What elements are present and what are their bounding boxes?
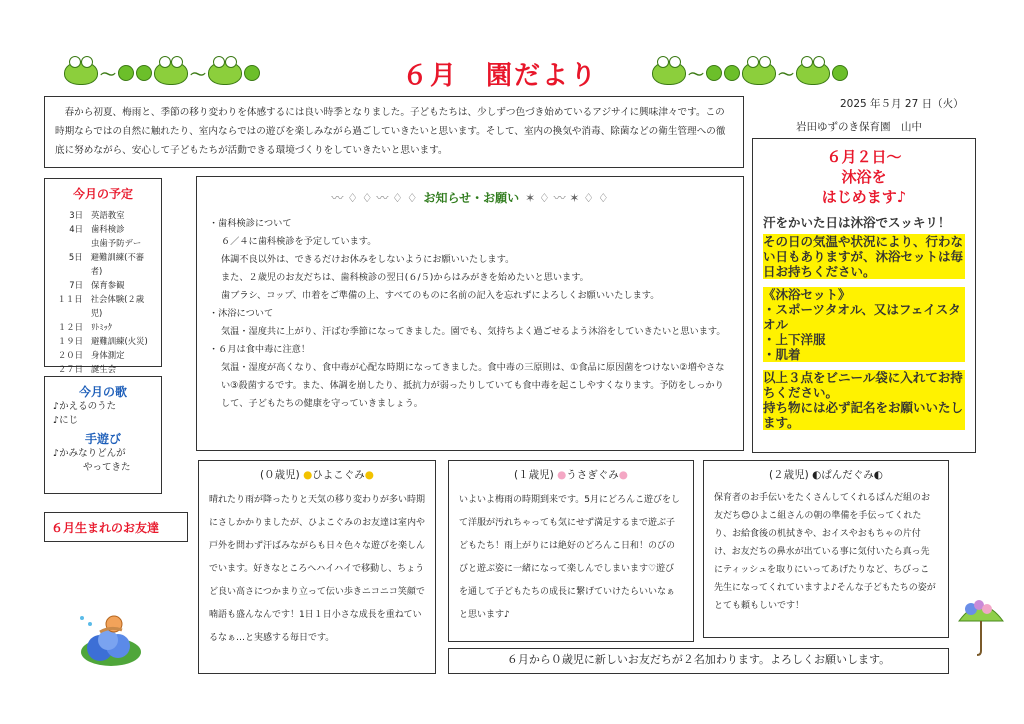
schedule-event: 身体測定	[91, 350, 125, 360]
class-name: うさぎぐみ	[566, 469, 619, 481]
schedule-row	[51, 334, 155, 348]
rain-deco-icon: 〰 ♢ ♢ 〰 ♢ ♢	[331, 191, 418, 205]
schedule-row	[51, 208, 155, 222]
schedule-day: 7日	[69, 280, 83, 290]
leaf-icon	[136, 65, 152, 81]
notice-text: 気温・湿度共に上がり、汗ばむ季節になってきました。園でも、気持ちよく過ごせるよう沐浴をしていきたいと思います。	[221, 326, 726, 337]
chick-icon: ●	[364, 469, 374, 481]
schedule-event: 虫歯予防デー	[91, 238, 142, 248]
class-text: 保育者のお手伝いをたくさんしてくれるぱんだ組のお友だち😊ひよこ組さんの朝の準備を手伝ってくれたり、お給食後の机拭きや、おイスやおもちゃの片付け、お友だちの鼻水が出ている事に気付いたら真っ先にティッシュを取りにいってあげたりなど、ちびっこ先生になってくれていますよ♪そんな子どもたちの姿がとても頼もしいです！	[714, 493, 936, 611]
frog-icon	[154, 61, 188, 85]
bath-set-item: ・肌着	[763, 347, 965, 362]
panda-icon: ◐	[873, 469, 883, 481]
schedule-day: ２７日	[57, 364, 83, 374]
bath-text: 持ち物には必ず記名をお願いいたします。	[763, 400, 964, 430]
schedule-day: ２０日	[57, 350, 83, 360]
class-age: (２歳児)	[769, 469, 809, 481]
bath-heading: 沐浴を	[841, 168, 887, 186]
frog-border-right: 〜 〜	[652, 58, 848, 88]
bath-heading: はじめます♪	[821, 188, 907, 206]
schedule-event: 避難訓練(不審者)	[90, 252, 145, 276]
notice-box	[196, 176, 744, 451]
bath-text: 汗をかいた日は沐浴でスッキリ！	[763, 215, 951, 230]
schedule-event: 避難訓練(火災)	[91, 336, 148, 346]
notice-text: ６／４に歯科検診を予定しています。	[221, 236, 377, 247]
schedule-heading: 今月の予定	[72, 187, 133, 201]
schedule-day: １９日	[57, 336, 83, 346]
song-item: ♪かえるのうた	[53, 401, 117, 412]
notice-section-title: ・６月は食中毒に注意！	[209, 344, 311, 355]
umbrella-hydrangea-illustration	[955, 595, 1007, 657]
chick-icon: ●	[303, 469, 313, 481]
schedule-day: １１日	[57, 294, 83, 304]
schedule-event: 保育参観	[91, 280, 125, 290]
bottom-note: ６月から０歳児に新しいお友だちが２名加わります。よろしくお願いします。	[506, 653, 891, 666]
class-header	[459, 467, 683, 483]
schedule-row	[51, 236, 155, 250]
notice-text: また、２歳児のお友だちは、歯科検診の翌日(６/５)からはみがきを始めたいと思います。	[221, 272, 589, 283]
schedule-box	[44, 178, 162, 374]
schedule-event: ﾘﾄﾐｯｸ	[91, 322, 112, 332]
schedule-row	[51, 320, 155, 334]
class-text: いよいよ梅雨の時期到来です。5月にどろんこ遊びをして洋服が汚れちゃっても気にせず満足するまで遊ぶ子どもたち！雨上がりには絶好のどろんこ日和！のびのびと遊ぶ姿に一緒になって楽しんでしまいます♡遊びを通して子どもたちの成長に繋げていけたらいいなぁと思います♪	[459, 495, 681, 620]
play-item: ♪かみなりどんが	[53, 448, 126, 459]
bath-box	[752, 138, 976, 453]
issue-date: 2025 年５月 27 日（火）	[840, 98, 964, 110]
frog-icon	[652, 61, 686, 85]
class-name: ぱんだぐみ	[821, 469, 874, 481]
bottom-note-box	[448, 648, 949, 674]
birthday-heading: ６月生まれのお友達	[51, 521, 160, 535]
leaf-icon	[724, 65, 740, 81]
class-box-panda	[703, 460, 949, 638]
schedule-event: 社会体験(２歳児)	[90, 294, 145, 318]
schedule-row	[51, 278, 155, 292]
bath-set-item: ・上下洋服	[763, 332, 965, 347]
schedule-day: 3日	[69, 210, 83, 220]
schedule-row	[51, 348, 155, 362]
frog-icon	[742, 61, 776, 85]
birthday-box	[44, 512, 188, 542]
schedule-event: 歯科検診	[91, 224, 125, 234]
frog-icon	[796, 61, 830, 85]
schedule-row	[51, 292, 155, 320]
songs-heading: 今月の歌	[78, 385, 127, 399]
schedule-row	[51, 250, 155, 278]
leaf-icon	[118, 65, 134, 81]
rabbit-icon: ●	[557, 469, 567, 481]
songs-box	[44, 376, 162, 494]
frog-icon	[208, 61, 242, 85]
panda-icon: ◐	[812, 469, 822, 481]
play-heading: 手遊び	[84, 432, 121, 446]
schedule-day: 5日	[68, 252, 83, 262]
notice-heading: お知らせ・お願い	[423, 191, 520, 205]
schedule-day: １２日	[57, 322, 83, 332]
intro-text: 春から初夏、梅雨と、季節の移り変わりを体感するには良い時季となりました。子どもたちは、少しずつ色づき始めているアジサイに興味津々です。この時期ならではの自然に触れたり、室内ならではの遊びを楽しみながら過ごしていきたいと思います。そして、室内の換気や消毒、除菌などの衛生管理への徹底に努めながら、安心して子どもたちが活動できる環境づくりをしていきたいと思います。	[55, 107, 726, 156]
schedule-day: 4日	[69, 224, 83, 234]
leaf-icon	[706, 65, 722, 81]
class-name: ひよこぐみ	[312, 469, 365, 481]
schedule-row	[51, 362, 155, 376]
class-box-usagi	[448, 460, 694, 642]
rabbit-icon: ●	[618, 469, 628, 481]
bath-text: その日の気温や状況により、行わない日もありますが、沐浴セットは毎日お持ちください。	[763, 234, 964, 279]
song-item: ♪にじ	[53, 415, 79, 426]
notice-section-title: ・歯科検診について	[209, 218, 292, 229]
schedule-day	[51, 236, 91, 250]
snail-hydrangea-illustration	[70, 612, 152, 670]
page-title: ６月 園だより	[401, 61, 598, 91]
notice-header	[209, 185, 731, 211]
intro-box	[44, 96, 744, 168]
schedule-event: 英語教室	[91, 210, 125, 220]
rain-deco-icon: ✶ ♢ 〰 ✶ ♢ ♢	[525, 191, 609, 205]
schedule-row	[51, 222, 155, 236]
schedule-event: 誕生会	[91, 364, 117, 374]
class-text: 晴れたり雨が降ったりと天気の移り変わりが多い時期にさしかかりましたが、ひよこぐみのお友達は室内や戸外を問わず汗ばみながらも日々色々な遊びを楽しんでいます。好きなところへハイハイで移動し、ちょうど良い高さにつかまり立って伝い歩きニコニコ笑顔で喃語も盛んなんです！1日１日小さな成長を重ねているなぁ…と実感する毎日です。	[209, 495, 426, 643]
bath-set-title: 《沐浴セット》	[763, 287, 965, 302]
class-age: (０歳児)	[260, 469, 300, 481]
bath-heading: ６月２日～	[826, 148, 902, 166]
school-name: 岩田ゆずのき保育園 山中	[796, 121, 922, 133]
notice-text: 気温・湿度が高くなり、食中毒が心配な時期になってきました。食中毒の三原則は、①食品に原因菌をつけない②増やさない③殺菌するです。また、体調を崩したり、抵抗力が弱ったりしていても食中毒を起こしやすくなります。予防をしっかりして、子どもたちの健康を守っていきましょう。	[221, 362, 725, 409]
bath-set-item: ・スポーツタオル、又はフェイスタオル	[763, 302, 965, 332]
bath-text: 以上３点をビニール袋に入れてお持ちください。	[763, 370, 965, 400]
class-header	[209, 467, 425, 483]
class-box-hiyoko	[198, 460, 436, 674]
frog-border-left: 〜 〜	[64, 58, 260, 88]
class-header	[714, 467, 938, 483]
frog-icon	[64, 61, 98, 85]
notice-text: 歯ブラシ、コップ、巾着をご準備の上、すべてのものに名前の記入を忘れずによろしくお願いいたします。	[221, 290, 660, 301]
class-age: (１歳児)	[514, 469, 554, 481]
play-item: やってきた	[83, 462, 131, 473]
notice-section-title: ・沐浴について	[209, 308, 274, 319]
leaf-icon	[832, 65, 848, 81]
notice-text: 体調不良以外は、できるだけお休みをしないようにお願いいたします。	[221, 254, 515, 265]
leaf-icon	[244, 65, 260, 81]
